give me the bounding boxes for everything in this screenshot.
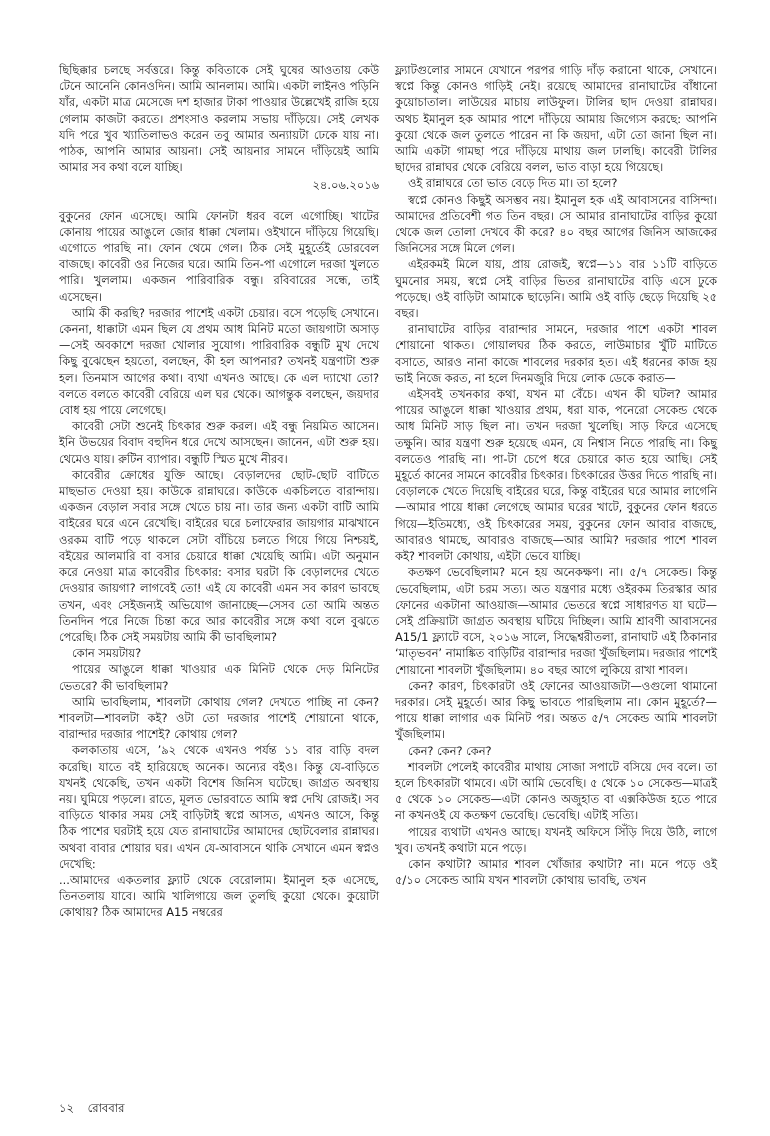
body-paragraph: কাবেরী সেটা শুনেই চিৎকার শুরু করল। এই বন্ধু নিয়মিত আসেন। ইনি উভয়ের বিবাদ বহুদিন ধরে দেখে আসছেন। জানেন, এটা শুরু হয়। থেমেও যায়। রুটিন ব্যাপার। বন্ধুটি স্মিত মুখে নীরব।: [59, 419, 379, 466]
intro-paragraph: ছিছিক্কার চলছে সর্বত্তরে। কিন্তু কবিতাকে সেই ঘুষের আওতায় কেউ টেনে আনেনি কোনওদিন। আমি আনলাম। আমি। একটা লাইনও পড়িনি যাঁর, একটা মাত্র মেসেজে দশ হাজার টাকা পাওয়ার উল্লেখেই রাজি হয়ে গেলাম কাজটা করতে। প্রশংসাও করলাম সভায় দাঁড়িয়ে। সেই লেখক যদি পরে খুব খ্যাতিলাভও করেন তবু আমার অন্যায়টা ঢেকে যায় না। পাঠক, আপনি আমার আয়না। সেই আয়নার সামনে দাঁড়িয়েই আমি আমার সব কথা বলে যাচ্ছি।: [59, 63, 379, 175]
body-paragraph: রানাঘাটের বাড়ির বারান্দার সামনে, দরজার পাশে একটা শাবল শোয়ানো থাকত। গোয়ালঘর ঠিক করতে, লাউমাচার খুঁটি মাটিতে বসাতে, আরও নানা কাজে শাবলের দরকার হত। এই ধরনের কাজ হয় ভাই নিজে করত, না হলে দিনমজুরি দিয়ে লোক ডেকে করাত—: [395, 322, 717, 385]
body-paragraph: কতক্ষণ ভেবেছিলাম? মনে হয় অনেকক্ষণ। না। ৫/৭ সেকেন্ড। কিন্তু ভেবেছিলাম, এটা চরম সত্য। অত যন্ত্রণার মধ্যে ওইরকম তিরস্কার আর ফোনের একটানা আওয়াজ—আমার ভেতরে স্বপ্নে সাধারণত যা ঘটে—সেই প্রক্রিয়াটা জাগ্রত অবস্থায় ঘটিয়ে দিচ্ছিল। আমি শ্রাবণী আবাসনের A15/1 ফ্ল্যাটে বসে, ২০১৬ সালে, সিদ্ধেশ্বরীতলা, রানাঘাট এই ঠিকানার ‘মাতৃভবন’ নামাঙ্কিত বাড়িটির বারান্দার দরজা খুঁজছিলাম। দরজার পাশেই শোয়ানো শাবলটা খুঁজছিলাম। ৪০ বছর আগে লুকিয়ে রাখা শাবল।: [395, 565, 717, 677]
body-paragraph: ...আমাদের একতলার ফ্ল্যাট থেকে বেরোলাম। ইমানুল হক এসেছে, তিনতলায় যাবে। আমি খালিগায়ে জল তুলছি কুয়ো থেকে। কুয়োটা কোথায়? ঠিক আমাদের A15 নম্বরের: [59, 872, 379, 920]
entry-date: ২৪.০৬.২০১৬: [312, 178, 379, 193]
body-paragraph: পায়ের ব্যথাটা এখনও আছে। যখনই অফিসে সিঁড়ি দিয়ে উঠি, লাগে খুব। তখনই কথাটা মনে পড়ে।: [395, 824, 717, 855]
right-column: [395, 62, 717, 888]
page-footer: [59, 1100, 134, 1119]
body-paragraph: কাবেরীর ক্রোধের যুক্তি আছে। বেড়ালদের ছোট-ছোট বাটিতে মাছভাত দেওয়া হয়। কাউকে রান্নাঘরে। কাউকে একচিলতে বারান্দায়। একজন বেড়াল সবার সঙ্গে খেতে চায় না। তার জন্য একটা বাটি আমি বাইরের ঘরে এনে রেখেছি। বাইরের ঘরে চলাফেরার জায়গার মাঝখানে ওরকম বাটি পড়ে থাকলে সেটা বাঁচিয়ে চলতে গিয়ে গিয়ে নিশ্চয়ই, বইয়ের আলমারি বা বসার চেয়ারে ধাক্কা খেয়েছি আমি। এটা অনুমান করে নেওয়া মাত্র কাবেরীর চিৎকার: বসার ঘরটা কি বেড়ালদের খেতে দেওয়ার জায়গা? লাগবেই তো! এই যে কাবেরী এমন সব কারণ ভাবছে তখন, এবং সেইজন্যই অভিযোগ জানাচ্ছে—সেসব তো আমি অন্তত তিনদিন পরে নিজে চিন্তা করে আর কাবেরীর সঙ্গে কথা বলে বুঝতে পেরেছি। ঠিক সেই সময়টায় আমি কী ভাবছিলাম?: [59, 467, 379, 644]
body-paragraph: এইরকমই মিলে যায়, প্রায় রোজই, স্বপ্নে—১১ বার ১১টি বাড়িতে ঘুমনোর সময়, স্বপ্নে সেই বাড়ির ভিতর রানাঘাটের বাড়ি এসে ঢুকে পড়েছে। ওই বাড়িটা আমাকে ছাড়েনি। আমি ওই বাড়ি ছেড়ে দিয়েছি ২৫ বছর।: [395, 257, 717, 321]
body-paragraph: পায়ের আঙুলে ধাক্কা খাওয়ার এক মিনিট থেকে দেড় মিনিটের ভেতরে? কী ভাবছিলাম?: [59, 662, 379, 693]
body-paragraph: আমি কী করছি? দরজার পাশেই একটা চেয়ার। বসে পড়েছি সেখানে। কেননা, ধাক্কাটা এমন ছিল যে প্রথম আধ মিনিট মতো জায়গাটা অসাড়—সেই অবকাশে দরজা খোলার সুযোগ। পারিবারিক বন্ধুটি মুখ দেখে কিছু বুঝেছেন হয়তো, বলছেন, কী হল আপনার? তখনই যন্ত্রণাটা শুরু হল। তিনমাস আগের কথা। ব্যথা এখনও আছে। কে এল দ্যাখো তো? বলতে বলতে কাবেরী বেরিয়ে এল ঘর থেকে। আগন্তুক বলছেন, জয়দার বোধ হয় পায়ে লেগেছে।: [59, 305, 379, 418]
body-paragraph: স্বপ্নে কোনও কিছুই অসম্ভব নয়। ইমানুল হক এই আবাসনের বাসিন্দা। আমাদের প্রতিবেশী গত তিন বছর। সে আমার রানাঘাটের বাড়ির কুয়ো থেকে জল তোলা দেখবে কী করে? ৪০ বছর আগের জিনিস আজকের জিনিসের সঙ্গে মিলে গেল।: [395, 192, 717, 256]
body-paragraph: কোন সময়টায়?: [72, 646, 142, 661]
body-paragraph: কেন? কেন? কেন?: [408, 743, 492, 758]
page-number: ১২: [59, 1101, 74, 1115]
publication-name: রোববার: [87, 1101, 125, 1115]
body-paragraph: কেন? কারণ, চিৎকারটা ওই ফোনের আওয়াজটা—ওগুলো থামানো দরকার। সেই মুহূর্তে। আর কিছু ভাবতে পারছিলাম না। কোন মুহূর্তে?—পায়ে ধাক্কা লাগার এক মিনিট পর। অন্তত ৫/৭ সেকেন্ড আমি শাবলটা খুঁজছিলাম।: [395, 678, 717, 742]
body-paragraph: ওই রান্নাঘরে তো ভাত বেড়ে দিত মা। তা হলে?: [408, 176, 618, 191]
body-paragraph: বুকুনের ফোন এসেছে। আমি ফোনটা ধরব বলে এগোচ্ছি। খাটের কোনায় পায়ের আঙুলে জোর ধাক্কা খেলাম। ওইখানে দাঁড়িয়ে গিয়েছি। এগোতে পারছি না। ফোন থেমে গেল। ঠিক সেই মুহূর্তেই ডোরবেল বাজছে। কাবেরী ওর নিজের ঘরে। আমি তিন-পা এগোলে দরজা খুলতে পারি। খুললাম। একজন পারিবারিক বন্ধু। রবিবারের সন্ধে, তাই এসেছেন।: [59, 208, 379, 304]
body-paragraph: ফ্ল্যাটগুলোর সামনে যেখানে পরপর গাড়ি দাঁড় করানো থাকে, সেখানে। স্বপ্নে কিন্তু কোনও গাড়িই নেই। রয়েছে আমাদের রানাঘাটের বাঁধানো কুয়োচাতাল। লাউয়ের মাচায় লাউফুল। টালির ছাদ দেওয়া রান্নাঘর। অথচ ইমানুল হক আমার পাশে দাঁড়িয়ে আমায় জিগ্যেস করছে: আপনি কুয়ো থেকে জল তুলতে পারেন না কি জয়দা, এটা তো জানা ছিল না। আমি একটা গামছা পরে দাঁড়িয়ে মাথায় জল ঢালছি। কাবেরী টালির ছাদের রান্নাঘর থেকে বেরিয়ে বলল, ভাত বাড়া হয়ে গিয়েছে।: [395, 63, 717, 175]
body-paragraph: কলকাতায় এসে, ’৯২ থেকে এখনও পর্যন্ত ১১ বার বাড়ি বদল করেছি। যাতে বই হারিয়েছে অনেক। অন্যের বইও। কিন্তু যে-বাড়িতে যখনই থেকেছি, তখন একটা বিশেষ জিনিস ঘটেছে। জাগ্রত অবস্থায় নয়। ঘুমিয়ে পড়লে। রাতে, মূলত ভোরবাতে আমি স্বপ্ন দেখি রোজই। সব বাড়িতে থাকার সময় সেই বাড়িটাই স্বপ্নে আসত, এখনও আসে, কিন্তু ঠিক পাশের ঘরটাই হয়ে যেত রানাঘাটের আমাদের ছোটবেলার রান্নাঘর। অথবা বাবার শোয়ার ঘর। এখন যে-আবাসনে থাকি সেখানে এমন স্বপ্নও দেখেছি:: [59, 743, 379, 871]
left-column: [59, 62, 379, 921]
body-paragraph: আমি ভাবছিলাম, শাবলটা কোথায় গেল? দেখতে পাচ্ছি না কেন? শাবলটা—শাবলটা কই? ওটা তো দরজার পাশেই শোয়ানো থাকে, বারান্দার দরজার পাশেই? কোথায় গেল?: [59, 694, 379, 742]
body-paragraph: কোন কথাটা? আমার শাবল খোঁজার কথাটা? না। মনে পড়ে ওই ৫/১০ সেকেন্ড আমি যখন শাবলটা কোথায় ভাবছি, তখন: [395, 856, 717, 888]
body-paragraph: এইসবই তখনকার কথা, যখন মা বেঁচে। এখন কী ঘটল? আমার পায়ের আঙুলে ধাক্কা খাওয়ার প্রথম, ধরা যাক, পনেরো সেকেন্ড থেকে আধ মিনিট সাড় ছিল না। তখন দরজা খুলেছি। সাড় ফিরে এসেছে তক্ষুনি। আর যন্ত্রণা শুরু হয়েছে এমন, যে নিশ্বাস নিতে পারছি না। কিছু বলতেও পারছি না। পা-টা চেপে ধরে চেয়ারে কাত হয়ে আছি। সেই মুহূর্তে কানের সামনে কাবেরীর চিৎকার। চিৎকারের উত্তর দিতে পারছি না। বেড়ালকে খেতে দিয়েছি বাইরের ঘরে, কিন্তু বাইরের ঘরে আমার লাগেনি—আমার পায়ে ধাক্কা লেগেছে আমার ঘরের খাটে, বুকুনের ফোন ধরতে গিয়ে—ইতিমধ্যে, ওই চিৎকারের সময়, বুকুনের ফোন আবার বাজছে, আবারও থামছে, আবারও বাজছে—আর আমি? দরজার পাশে শাবল কই? শাবলটা কোথায়, এইটা ভেবে যাচ্ছি।: [395, 387, 717, 564]
body-paragraph: শাবলটা পেলেই কাবেরীর মাথায় সোজা সপাটে বসিয়ে দেব বলে। তা হলে চিৎকারটা থামবে। এটা আমি ভেবেছি। ৫ থেকে ১০ সেকেন্ড—মাত্রই ৫ থেকে ১০ সেকেন্ড—এটা কোনও অজুহাত বা এক্সকিউজ হতে পারে না কখনওই যে কতক্ষণ ভেবেছি। ভেবেছি। এটাই সত্যি।: [395, 759, 717, 823]
